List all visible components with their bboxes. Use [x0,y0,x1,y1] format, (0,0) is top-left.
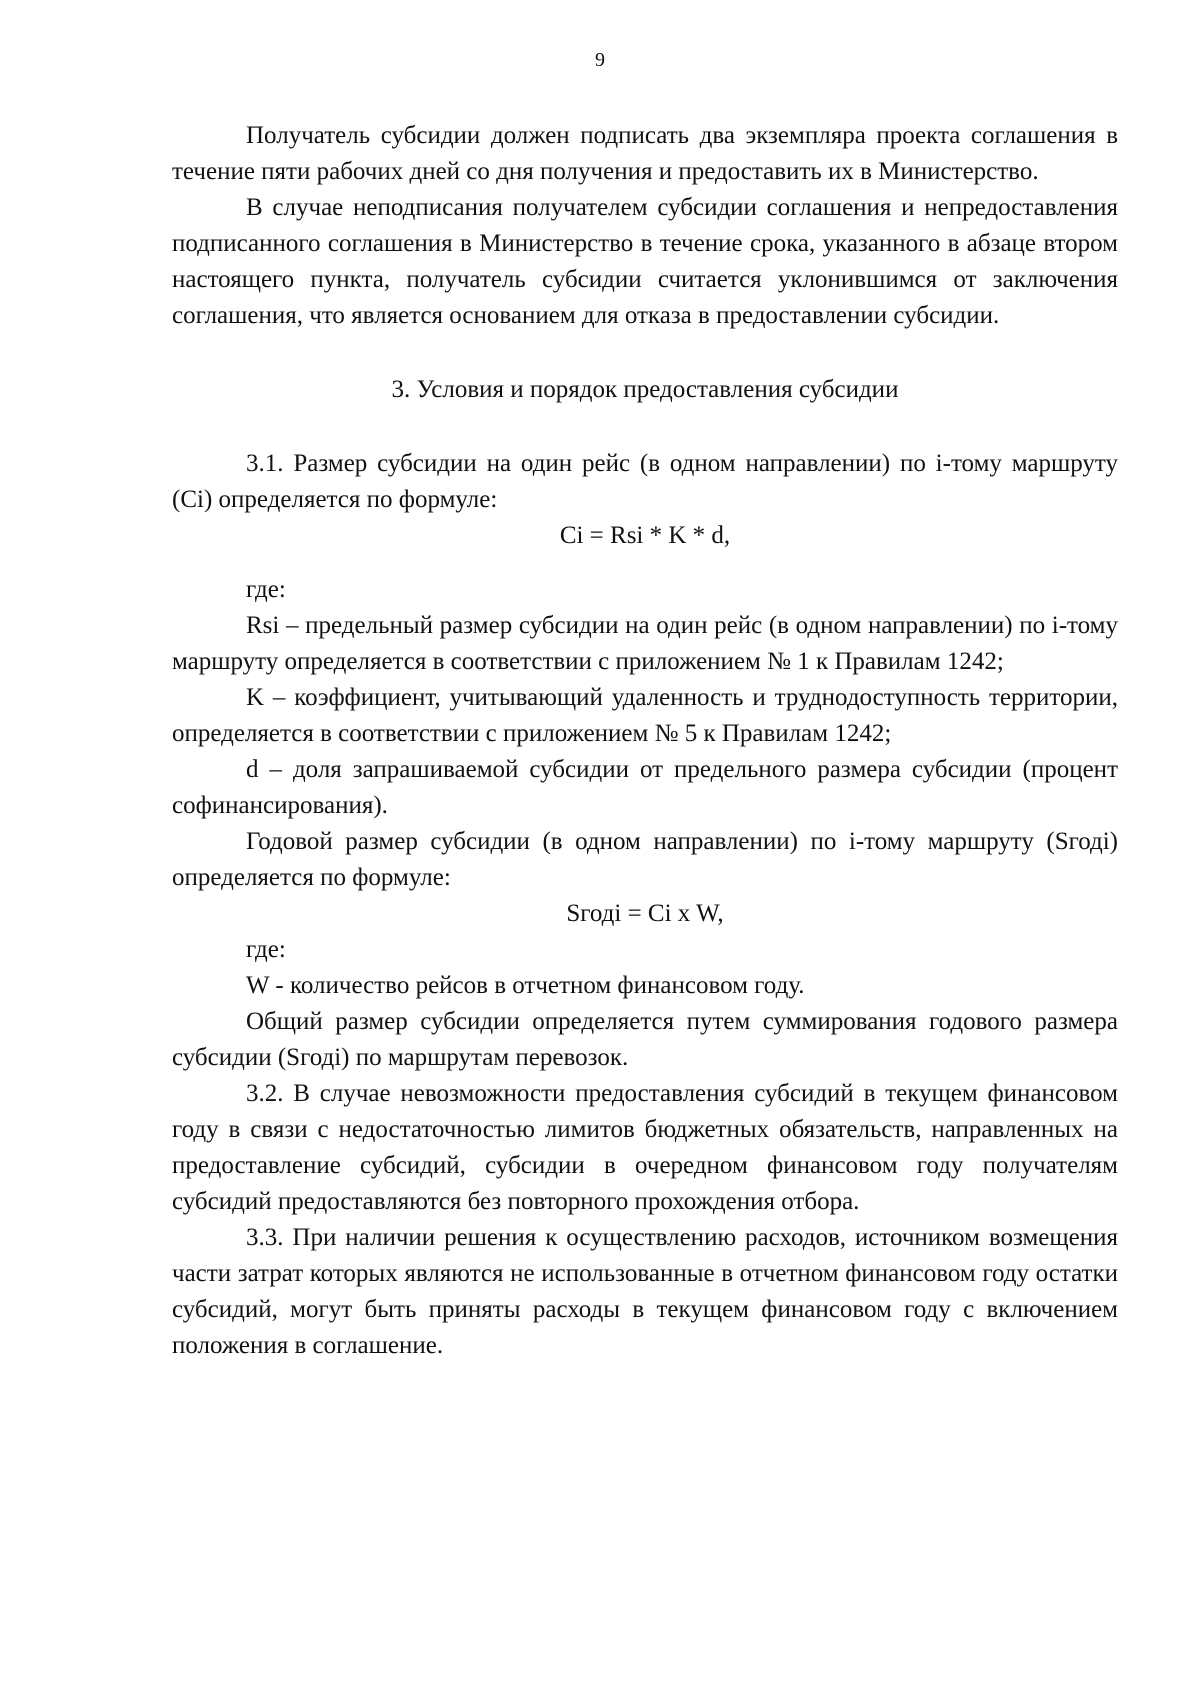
section-heading: 3. Условия и порядок предоставления субсидии [391,376,899,403]
definition-k: K – коэффициент, учитывающий удаленность и труднодоступность территории, определяется в соответствии с приложением № 5 к Правилам 1242; [172,684,1118,747]
where-label-2: где: [246,936,286,963]
paragraph-total-size: Общий размер субсидии определяется путем суммирования годового размера субсидии (Sгодi) по маршрутам перевозок. [172,1008,1118,1071]
paragraph-sign-agreement: Получатель субсидии должен подписать два экземпляра проекта соглашения в течение пяти рабочих дней со дня получения и предоставить их в Министерство. [172,122,1118,185]
document-body [172,118,1118,1364]
page-number: 9 [595,49,605,71]
paragraph-annual-size: Годовой размер субсидии (в одном направлении) по i-тому маршруту (Sгодi) определяется по формуле: [172,828,1118,891]
formula-sgod: Sгодi = Ci x W, [566,900,724,927]
paragraph-3-1: 3.1. Размер субсидии на один рейс (в одном направлении) по i-тому маршруту (Ci) определяется по формуле: [172,450,1118,513]
where-label-1: где: [246,576,286,603]
definition-rsi: Rsi – предельный размер субсидии на один рейс (в одном направлении) по i-тому маршруту определяется в соответствии с приложением № 1 к Правилам 1242; [172,612,1118,675]
definition-d: d – доля запрашиваемой субсидии от предельного размера субсидии (процент софинансирования). [172,756,1118,819]
paragraph-non-signing: В случае неподписания получателем субсидии соглашения и непредоставления подписанного соглашения в Министерство в течение срока, указанного в абзаце втором настоящего пункта, получатель субсидии считается уклонившимся от заключения соглашения, что является основанием для отказа в предоставлении субсидии. [172,194,1118,329]
paragraph-3-2: 3.2. В случае невозможности предоставления субсидий в текущем финансовом году в связи с недостаточностью лимитов бюджетных обязательств, направленных на предоставление субсидий, субсидии в очередном финансовом году получателям субсидий предоставляются без повторного прохождения отбора. [172,1080,1118,1215]
definition-w: W - количество рейсов в отчетном финансовом году. [246,972,805,999]
formula-ci: Ci = Rsi * K * d, [559,522,731,549]
paragraph-3-3: 3.3. При наличии решения к осуществлению расходов, источником возмещения части затрат которых являются не использованные в отчетном финансовом году остатки субсидий, могут быть приняты расходы в текущем финансовом году с включением положения в соглашение. [172,1224,1118,1359]
